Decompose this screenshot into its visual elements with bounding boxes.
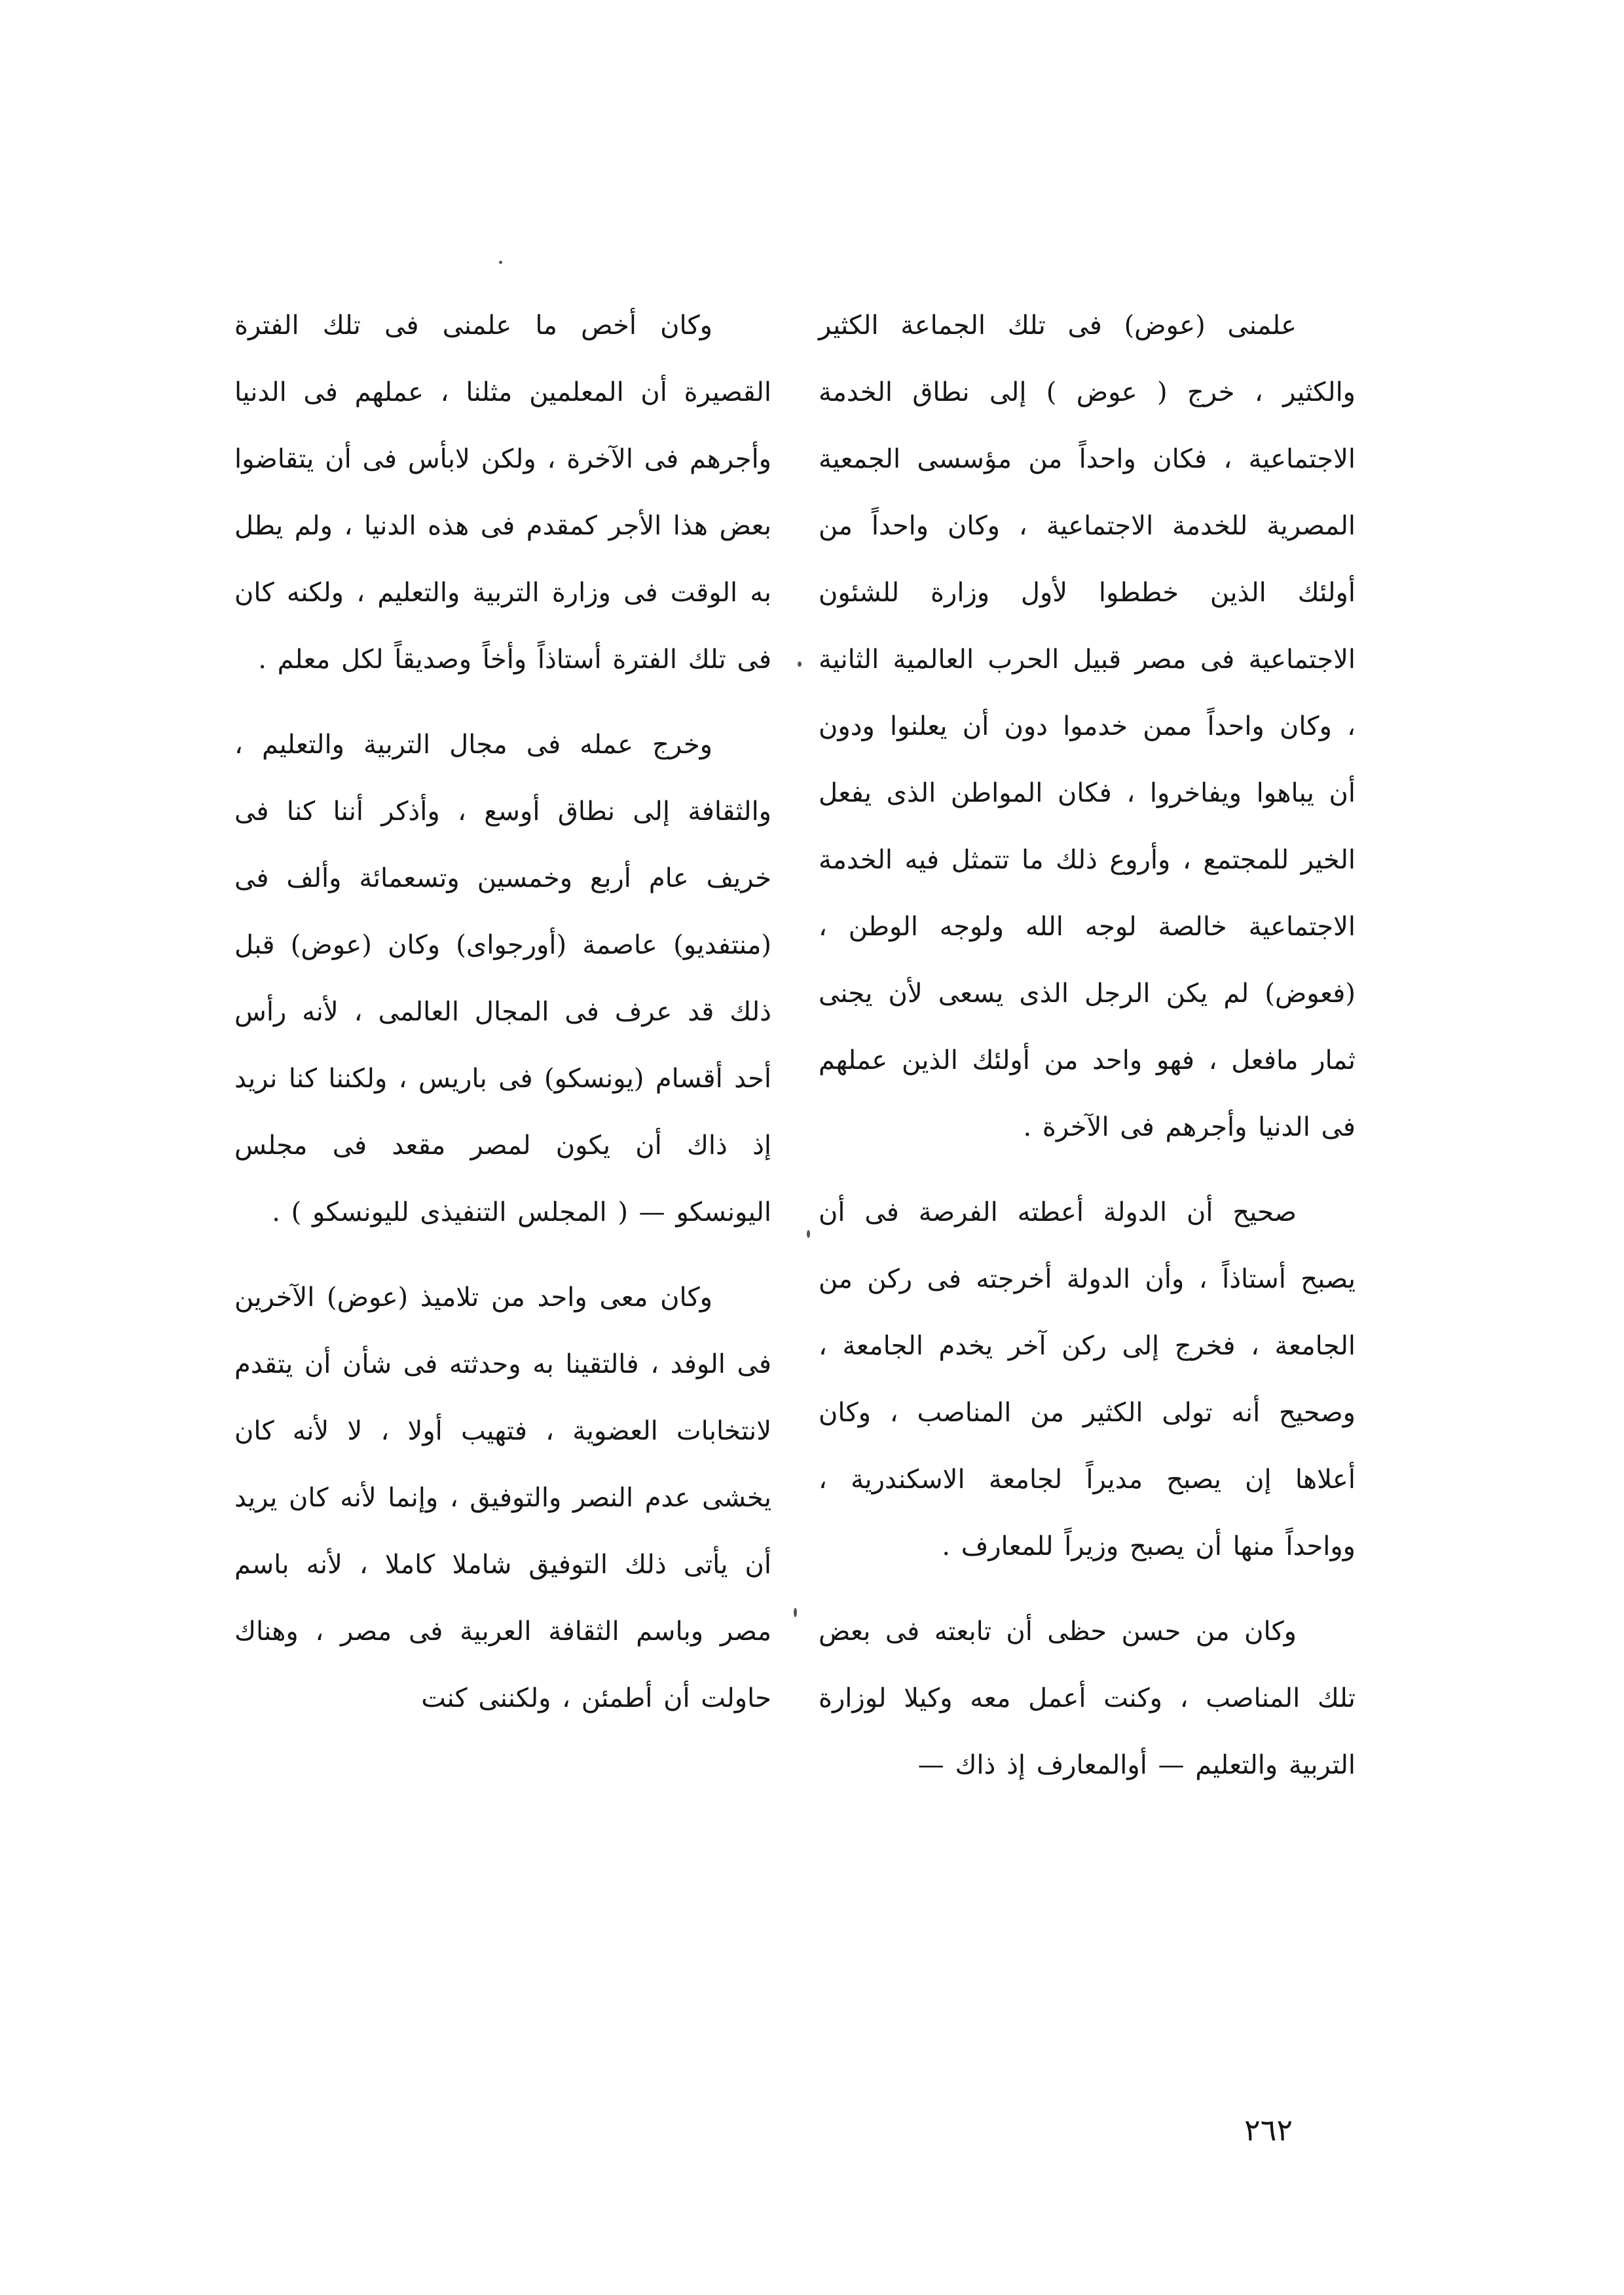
scan-speck xyxy=(807,1230,810,1238)
right-text-column xyxy=(819,292,1356,1799)
page-number: ٢٦٢ xyxy=(1244,2112,1293,2148)
paragraph: وكان أخص ما علمنى فى تلك الفترة القصيرة أن المعلمين مثلنا ، عملهم فى الدنيا وأجرهم فى الآخرة ، ولكن لابأس فى أن يتقاضوا بعض هذا الأجر كمقدم فى هذه الدنيا ، ولم يطل به الوقت فى وزارة التربية والتعليم ، ولكنه كان فى تلك الفترة أستاذاً وأخاً وصديقاً لكل معلم . xyxy=(234,310,771,675)
paragraph: وخرج عمله فى مجال التربية والتعليم ، والثقافة إلى نطاق أوسع ، وأذكر أننا كنا فى خريف عام أربع وخمسين وتسعمائة وألف فى (منتفديو) عاصمة (أورجواى) وكان (عوض) قبل ذلك قد عرف فى المجال العالمى ، لأنه رأس أحد أقسام (يونسكو) فى باريس ، ولكننا كنا نريد إذ ذاك أن يكون لمصر مقعد فى مجلس اليونسكو — ( المجلس التنفيذى لليونسكو ) . xyxy=(234,730,771,1227)
scan-speck xyxy=(798,662,802,667)
paragraph: صحيح أن الدولة أعطته الفرصة فى أن يصبح أستاذاً ، وأن الدولة أخرجته فى ركن من الجامعة ، فخرج إلى ركن آخر يخدم الجامعة ، وصحيح أنه تولى الكثير من المناصب ، وكان أعلاها إن يصبح مديراً لجامعة الاسكندرية ، وواحداً منها أن يصبح وزيراً للمعارف . xyxy=(819,1197,1356,1561)
paragraph: علمنى (عوض) فى تلك الجماعة الكثير والكثير ، خرج ( عوض ) إلى نطاق الخدمة الاجتماعية ، فكان واحداً من مؤسسى الجمعية المصرية للخدمة الاجتماعية ، وكان واحداً من أولئك الذين خططوا لأول وزارة للشئون الاجتماعية فى مصر قبيل الحرب العالمية الثانية ، وكان واحداً ممن خدموا دون أن يعلنوا ودون أن يباهوا ويفاخروا ، فكان المواطن الذى يفعل الخير للمجتمع ، وأروع ذلك ما تتمثل فيه الخدمة الاجتماعية خالصة لوجه الله ولوجه الوطن ، (فعوض) لم يكن الرجل الذى يسعى لأن يجنى ثمار مافعل ، فهو واحد من أولئك الذين عملهم فى الدنيا وأجرهم فى الآخرة . xyxy=(819,310,1356,1142)
paragraph: وكان من حسن حظى أن تابعته فى بعض تلك المناصب ، وكنت أعمل معه وكيلا لوزارة التربية والتعليم — أوالمعارف إذ ذاك — xyxy=(819,1616,1356,1780)
scan-speck xyxy=(794,1608,797,1617)
scan-speck xyxy=(499,261,502,264)
paragraph: وكان معى واحد من تلاميذ (عوض) الآخرين فى الوفد ، فالتقينا به وحدثته فى شأن أن يتقدم لانتخابات العضوية ، فتهيب أولا ، لا لأنه كان يخشى عدم النصر والتوفيق ، وإنما لأنه كان يريد أن يأتى ذلك التوفيق شاملا كاملا ، لأنه باسم مصر وباسم الثقافة العربية فى مصر ، وهناك حاولت أن أطمئن ، ولكننى كنت xyxy=(234,1282,771,1713)
left-text-column xyxy=(234,292,771,1732)
